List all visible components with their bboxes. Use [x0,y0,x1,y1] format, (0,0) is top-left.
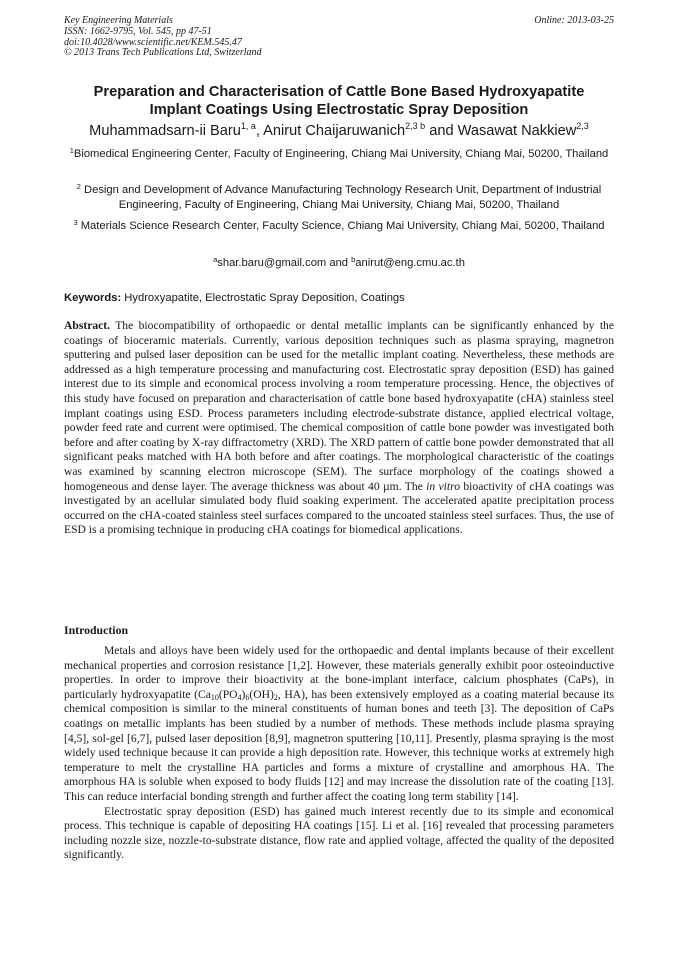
abstract-text-2: bioactivity of cHA coatings was investigated by an acellular simulated body fluid soaking experiment. The accelerated apatite precipitation process occurred on the cHA-coated stainless steel surfaces compared to the uncoated stainless steel surfaces. Thus, the use of ESD is a promising technique in producing cHA coatings for biomedical applications. [64,479,615,537]
intro-paragraph-2: Electrostatic spray deposition (ESD) has gained much interest recently due to its simple and economical process. This technique is capable of depositing HA coatings [15]. Li et al. [16] revealed that processing parameters including nozzle size, nozzle-to-substrate distance, flow rate and applied voltage, affected the quality of the deposited significantly. [64,804,614,862]
title-line-2: Implant Coatings Using Electrostatic Spray Deposition [149,102,529,118]
journal-copyright: © 2013 Trans Tech Publications Ltd, Switzerland [64,47,262,59]
journal-header [64,16,262,59]
paper-title [64,83,614,119]
author-1-affil: 1, a [240,121,256,131]
email-b-mark: b [351,255,356,264]
email-b-link[interactable]: anirut@eng.cmu.ac.th [355,257,465,269]
affiliation-3-text: Materials Science Research Center, Faculty Science, Chiang Mai University, Chiang Mai, 50200, Thailand [77,220,605,232]
keywords [64,291,614,306]
subscript-4: 4 [237,692,242,702]
author-3-affil: 2,3 [576,121,589,131]
author-3: and Wasawat Nakkiew [425,123,577,139]
abstract-text-1: The biocompatibility of orthopaedic or dental metallic implants can be significantly enhanced by the coatings of bioceramic materials. Currently, various deposition techniques such as plasma spraying, magnetron sputtering and pulsed laser deposition can be used for the metallic implant coating. Nevertheless, these methods are addressed as a high temperature processing and manufacturing cost. Electrostatic spray deposition (ESD) has gained interest due to its simple and economical process involving a room temperature processing. Hence, the objectives of this study have focused on preparation and characterisation of cattle bone based hydroxyapatite (cHA) stainless steel implant coatings using ESD. Process parameters including electrode-substrate distance, applied electrical voltage, powder feed rate and current were optimised. The chemical composition of cattle bone powder was investigated both before and after coating by X-ray diffractometry (XRD). The XRD pattern of cattle bone powder demonstrated that all significant peaks matched with HA both before and after coatings. The morphological characteristic of the coatings was examined by scanning electron microscope (SEM). The surface morphology of the coatings showed a homogeneous and dense layer. The average thickness was about 40 µm. The [64,319,614,493]
author-1: Muhammadsarn-ii Baru [89,123,241,139]
journal-name: Key Engineering Materials [64,15,173,26]
abstract [64,319,614,538]
online-date: Online: 2013-03-25 [534,15,614,26]
introduction-body [64,644,614,863]
email-a-link[interactable]: shar.baru@gmail.com [217,257,327,269]
subscript-6: 6 [245,692,250,702]
intro-p1-b: (PO [218,687,238,701]
intro-p1-c: ) [241,687,246,701]
affiliation-2-text: Design and Development of Advance Manufacturing Technology Research Unit, Department of Industrial Engineering, Faculty of Engineering, Chiang Mai University, Chiang Mai, 50200, Thailand [80,184,602,211]
keywords-text: Hydroxyapatite, Electrostatic Spray Deposition, Coatings [121,292,405,304]
affiliation-2-mark: 2 [76,182,81,191]
title-line-1: Preparation and Characterisation of Cattle Bone Based Hydroxyapatite [93,84,585,100]
author-2: , Anirut Chaijaruwanich [255,123,406,139]
author-list [64,122,614,140]
subscript-2: 2 [273,692,278,702]
intro-p1-d: (OH) [249,687,274,701]
abstract-label: Abstract. [64,319,111,332]
keywords-label: Keywords: [64,292,122,304]
affiliation-3 [64,219,614,234]
intro-p1-e: , HA), has been extensively employed as a coating material because its chemical composition is similar to the mineral constituents of human bones and teeth [3]. The deposition of CaPs coatings on metallic implants has been studied by a number of methods. These methods include plasma spraying [4,5], sol-gel [6,7], pulsed laser deposition [8,9], magnetron sputtering [10,11]. Presently, plasma spraying is the most widely used technique because it can provide a high deposition rate. However, this technique works at extremely high temperature to melt the crystalline HA particles and forms a mixture of crystalline and amorphous HA. The amorphous HA is soluble when exposed to body fluids [12] and may increase the dissolution rate of the coating [13]. This can reduce interfacial bonding strength and further affect the coating long term stability [14]. [64,687,614,803]
journal-doi: doi:10.4028/www.scientific.net/KEM.545.47 [64,36,242,48]
affiliation-1-text: Biomedical Engineering Center, Faculty of Engineering, Chiang Mai University, Chiang Mai, 50200, Thailand [73,148,609,160]
abstract-italic: in vitro [426,479,461,493]
affiliation-2 [64,183,614,213]
email-and: and [326,257,352,269]
introduction-heading: Introduction [64,623,129,637]
intro-paragraph-1 [64,644,614,805]
email-a-mark: a [213,255,218,264]
affiliation-1-mark: 1 [69,146,74,155]
journal-issn: ISSN: 1662-9795, Vol. 545, pp 47-51 [64,25,212,37]
subscript-10: 10 [210,692,219,702]
intro-p1-a: Metals and alloys have been widely used for the orthopaedic and dental implants because of their excellent mechanical properties and corrosion resistance [1,2]. However, these materials generally exhibit poor osteoinductive properties. In order to improve their bioactivity at the bone-implant interface, calcium phosphates (CaPs), in particularly hydroxyapatite (Ca [64,644,614,701]
author-emails [64,256,614,271]
author-2-affil: 2,3 b [405,121,426,131]
affiliation-3-mark: 3 [73,218,78,227]
affiliation-1 [64,147,614,162]
